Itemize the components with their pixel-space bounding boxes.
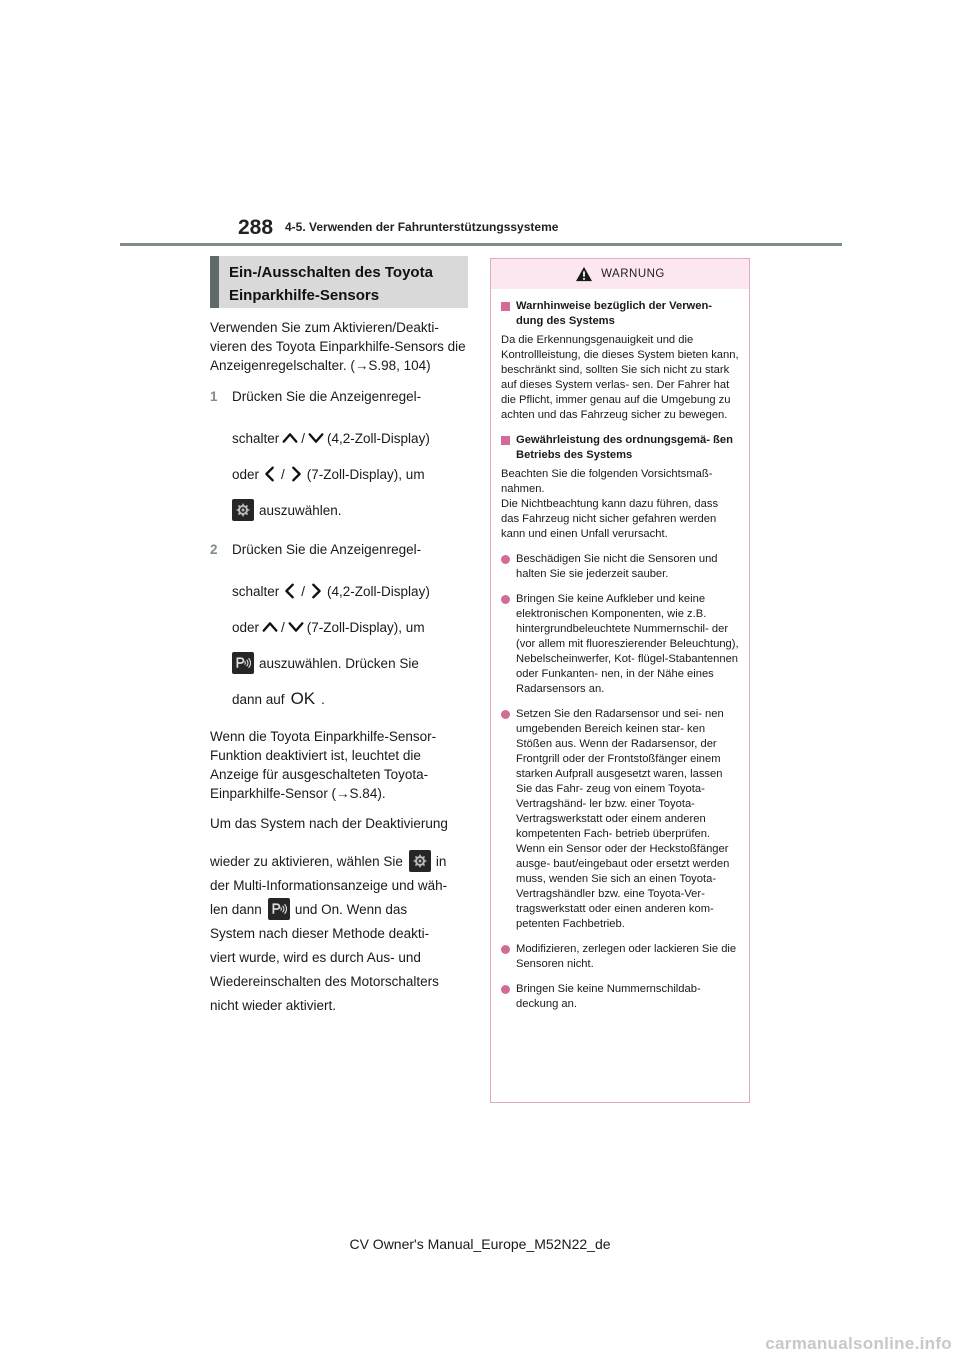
deactivated-paragraph: Wenn die Toyota Einparkhilfe-Sensor- Funktion deaktiviert ist, leuchtet die Anzeige für ausgeschalteten Toyota- Einparkhilfe-Sensor (→S.84). xyxy=(210,729,437,801)
list-item-text: Bringen Sie keine Nummernschildab- deckung an. xyxy=(516,983,701,1010)
body-text: der Multi-Informationsanzeige und wäh- xyxy=(210,877,448,893)
list-item-text: Beschädigen Sie nicht die Sensoren und halten Sie sie jederzeit sauber. xyxy=(516,553,718,580)
step-text: schalter xyxy=(232,430,280,446)
parking-sensor-icon xyxy=(268,898,290,920)
body-text: Um das System nach der Deaktivierung xyxy=(210,815,448,831)
square-bullet-icon xyxy=(501,302,510,311)
chevron-right-icon xyxy=(305,580,327,602)
chapter-title: 4-5. Verwenden der Fahrunterstützungssysteme xyxy=(285,220,559,234)
warning-text: Die Nichtbeachtung kann dazu führen, dass das Fahrzeug nicht sicher gefahren werden kann und einen Unfall verursacht. xyxy=(501,498,719,540)
step-text: (4,2-Zoll-Display) xyxy=(327,583,430,599)
footer-text: CV Owner's Manual_Europe_M52N22_de xyxy=(349,1236,611,1252)
parking-sensor-icon xyxy=(232,652,254,674)
list-item-text: Setzen Sie den Radarsensor und sei- nen umgebenden Bereich keinen star- ken Stößen aus. Wenn der Radarsensor, der Frontgrill oder der Frontstoßfänger einem starken Aufprall ausgesetzt waren, lassen Sie das Fahr- zeug von einem Toyota-Vertragshänd- ler bzw. einer Toyota-Vertragswerkstatt oder einem anderen kompetenten Fach- betrieb überprüfen. Wenn ein Sensor oder der Heckstoßfänger ausge- baut/eingebaut oder ersetzt werden muss, wenden Sie sich an einen Toyota- Vertragshändler bzw. eine Toyota-Ver- tragswerkstatt oder einen anderen kom- petenten Fachbetrieb. xyxy=(516,708,730,930)
step-text: (7-Zoll-Display), um xyxy=(306,619,425,635)
page-number: 288 xyxy=(238,216,274,239)
body-text: System nach dieser Methode deakti- xyxy=(210,925,430,941)
list-item xyxy=(501,942,739,972)
chevron-left-icon xyxy=(259,463,281,485)
step-text: auszuwählen. xyxy=(259,502,342,518)
step-text: auszuwählen. Drücken Sie xyxy=(259,655,419,671)
slash-separator: / xyxy=(281,619,285,635)
list-item xyxy=(501,552,739,582)
ok-button-label: OK xyxy=(290,689,316,708)
warning-header xyxy=(491,259,749,289)
step-text: oder xyxy=(232,619,260,635)
instructions-column xyxy=(210,318,472,1017)
round-bullet-icon xyxy=(501,710,510,719)
section-heading-line1: Ein-/Ausschalten des Toyota xyxy=(229,264,433,281)
list-item xyxy=(501,592,739,697)
watermark: carmanualsonline.info xyxy=(765,1334,952,1353)
warning-label: WARNUNG xyxy=(601,268,665,280)
warning-text: Beachten Sie die folgenden Vorsichtsmaß- nahmen. xyxy=(501,468,713,495)
section-heading xyxy=(210,256,468,308)
step-text: oder xyxy=(232,466,260,482)
warning-box xyxy=(490,258,750,1103)
list-item-text: Modifizieren, zerlegen oder lackieren Sie die Sensoren nicht. xyxy=(516,943,737,970)
body-text: viert wurde, wird es durch Aus- und xyxy=(210,949,421,965)
warning-subheading xyxy=(501,299,739,329)
list-item xyxy=(501,707,739,932)
chevron-up-icon xyxy=(279,427,301,449)
warning-subheading-text: Gewährleistung des ordnungsgemä- ßen Betriebs des Systems xyxy=(516,434,733,461)
chevron-up-icon xyxy=(259,616,281,638)
slash-separator: / xyxy=(281,466,285,482)
warning-subheading xyxy=(501,433,739,463)
chevron-left-icon xyxy=(279,580,301,602)
warning-subheading-text: Warnhinweise bezüglich der Verwen- dung des Systems xyxy=(516,300,713,327)
reactivate-paragraph xyxy=(210,811,472,1017)
gear-icon xyxy=(409,850,431,872)
chevron-down-icon xyxy=(305,427,327,449)
step-text: schalter xyxy=(232,583,280,599)
step-number: 1 xyxy=(210,389,218,404)
round-bullet-icon xyxy=(501,595,510,604)
step-text: (7-Zoll-Display), um xyxy=(306,466,425,482)
warning-text: Da die Erkennungsgenauigkeit und die Kontrollleistung, die dieses System bieten kann, beschränkt sind, sollten Sie sich nicht zu stark auf dieses System verlas- sen. Der Fahrer hat die Pflicht, immer genau auf die Umgebung zu achten und das Fahrzeug sicher zu bewegen. xyxy=(501,334,739,421)
round-bullet-icon xyxy=(501,985,510,994)
gear-icon xyxy=(232,499,254,521)
list-item xyxy=(501,982,739,1012)
body-text: in xyxy=(435,853,447,869)
body-text: len dann xyxy=(210,901,262,917)
step-number: 2 xyxy=(210,542,218,557)
body-text: Wiedereinschalten des Motorschalters xyxy=(210,973,439,989)
section-heading-line2: Einparkhilfe-Sensors xyxy=(229,287,380,304)
step-text: Drücken Sie die Anzeigenregel- xyxy=(232,542,422,557)
step-text: dann auf xyxy=(232,691,285,707)
step-1 xyxy=(210,387,472,528)
round-bullet-icon xyxy=(501,555,510,564)
body-text: und On. Wenn das xyxy=(294,901,408,917)
intro-paragraph: Verwenden Sie zum Aktivieren/Deakti- vieren des Toyota Einparkhilfe-Sensors die Anzeigenregelschalter. (→S.98, 104) xyxy=(210,320,466,373)
step-2 xyxy=(210,540,472,717)
header-rule xyxy=(120,243,842,246)
step-text: (4,2-Zoll-Display) xyxy=(327,430,430,446)
body-text: nicht wieder aktiviert. xyxy=(210,997,337,1013)
chevron-right-icon xyxy=(285,463,307,485)
slash-separator: / xyxy=(301,583,306,599)
body-text: wieder zu aktivieren, wählen Sie xyxy=(210,853,403,869)
warning-triangle-icon xyxy=(575,266,593,282)
list-item-text: Bringen Sie keine Aufkleber und keine elektronischen Komponenten, wie z.B. hintergrundbeleuchtete Nummernschil- der (vor allem mit fluoreszierender Beleuchtung), Nebelscheinwerfer, Kot- flügel-Stabantennen oder Funkanten- nen, in der Nähe eines Radarsensors an. xyxy=(516,593,739,695)
chevron-down-icon xyxy=(285,616,307,638)
slash-separator: / xyxy=(301,430,306,446)
square-bullet-icon xyxy=(501,436,510,445)
round-bullet-icon xyxy=(501,945,510,954)
step-text: . xyxy=(321,691,325,707)
step-text: Drücken Sie die Anzeigenregel- xyxy=(232,389,422,404)
